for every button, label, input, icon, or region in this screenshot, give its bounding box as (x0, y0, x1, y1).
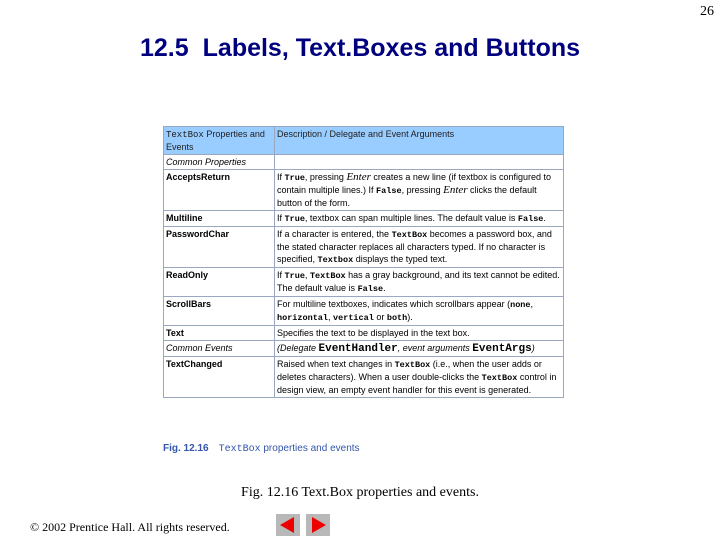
section-common-events: Common Events (164, 341, 275, 357)
property-description: If a character is entered, the TextBox becomes a password box, and the stated character replaces all characters typed. If no character is specified, Textbox displays the typed text. (275, 227, 564, 268)
figure-number: Fig. 12.16 (163, 443, 209, 454)
events-delegate-description: (Delegate EventHandler, event arguments EventArgs) (275, 341, 564, 357)
property-description: Specifies the text to be displayed in the text box. (275, 326, 564, 341)
slide-title (0, 34, 720, 63)
property-name: PasswordChar (164, 227, 275, 268)
title-text: Labels, Text.Boxes and Buttons (202, 34, 581, 62)
property-description: If True, textbox can span multiple lines. The default value is False. (275, 211, 564, 227)
table-row (164, 297, 564, 326)
property-name: AcceptsReturn (164, 170, 275, 211)
figure-label: Fig. 12.16 TextBox properties and events (163, 443, 360, 455)
page-number: 26 (700, 4, 714, 19)
previous-slide-button[interactable] (276, 514, 300, 536)
property-description: For multiline textboxes, indicates which scrollbars appear (none, horizontal, vertical or both). (275, 297, 564, 326)
property-name: ScrollBars (164, 297, 275, 326)
table-row (164, 268, 564, 297)
table-row (164, 357, 564, 398)
section-row-common-events (164, 341, 564, 357)
section-common-properties: Common Properties (164, 155, 275, 170)
header-col-properties: TextBox Properties and Events (164, 127, 275, 155)
next-slide-button[interactable] (306, 514, 330, 536)
title-section-number: 12.5 (139, 34, 189, 62)
properties-table (163, 126, 564, 398)
table-row (164, 170, 564, 211)
property-description: If True, TextBox has a gray background, and its text cannot be edited. The default value is False. (275, 268, 564, 297)
table-header-row (164, 127, 564, 155)
property-description: If True, pressing Enter creates a new line (if textbox is configured to contain multiple lines.) If False, pressing Enter clicks the default button of the form. (275, 170, 564, 211)
right-arrow-icon (306, 514, 330, 536)
property-name: ReadOnly (164, 268, 275, 297)
table-row (164, 227, 564, 268)
copyright-notice: © 2002 Prentice Hall. All rights reserved. (30, 520, 230, 534)
header-col-description: Description / Delegate and Event Arguments (275, 127, 564, 155)
property-name: Text (164, 326, 275, 341)
properties-table-figure (163, 126, 563, 398)
event-description: Raised when text changes in TextBox (i.e., when the user adds or deletes characters). When a user double-clicks the TextBox control in design view, an empty event handler for this event is generated. (275, 357, 564, 398)
section-row-common-properties (164, 155, 564, 170)
event-name: TextChanged (164, 357, 275, 398)
property-name: Multiline (164, 211, 275, 227)
left-arrow-icon (276, 514, 300, 536)
table-row (164, 326, 564, 341)
figure-caption: Fig. 12.16 Text.Box properties and events. (241, 485, 479, 500)
table-row (164, 211, 564, 227)
